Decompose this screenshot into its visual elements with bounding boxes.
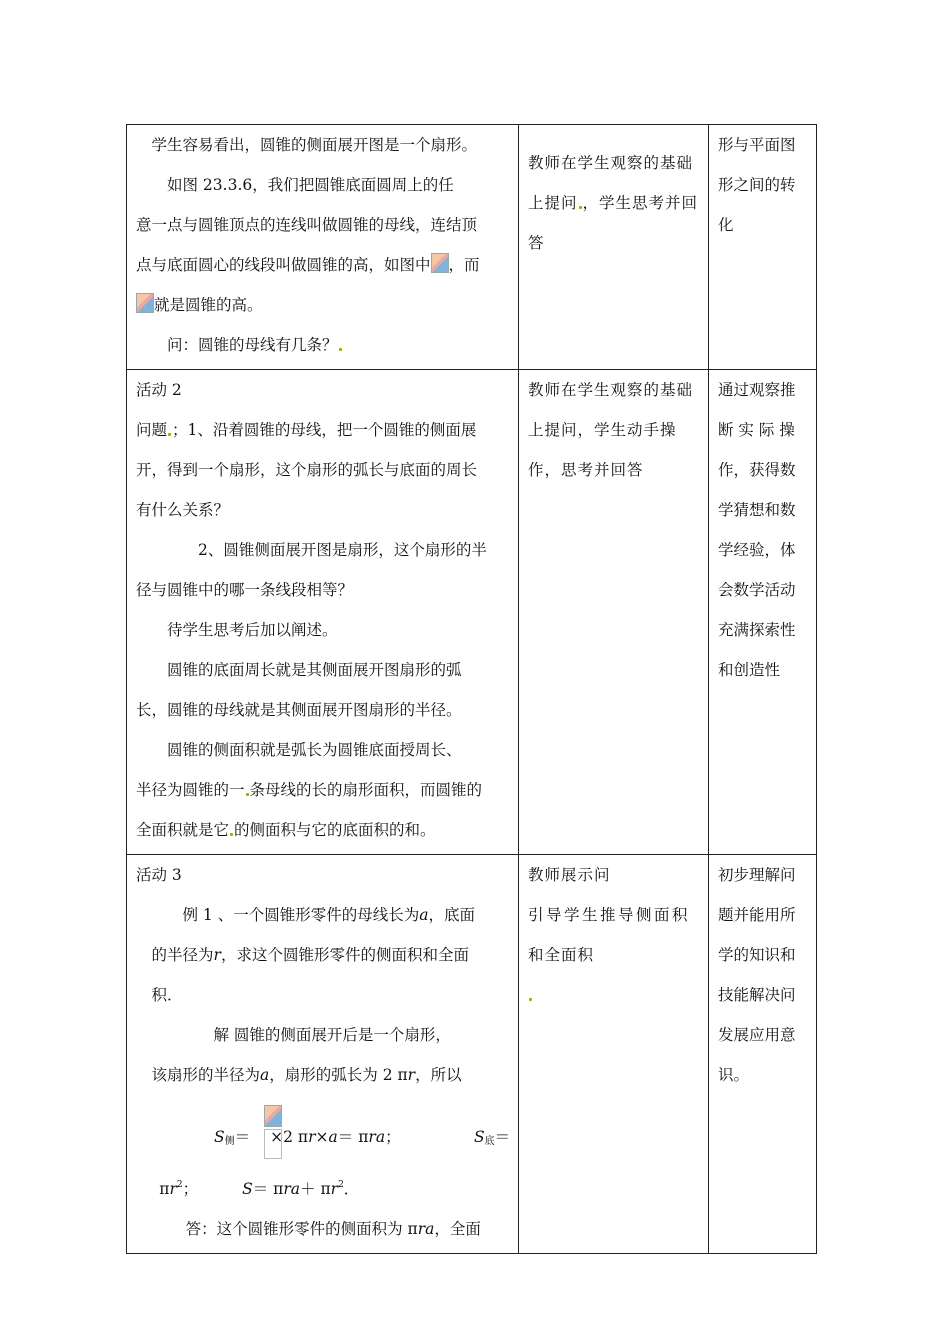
lesson-plan-table bbox=[126, 124, 817, 1254]
text-line bbox=[136, 1165, 510, 1209]
mark-icon bbox=[339, 348, 342, 351]
subscript: 侧 bbox=[224, 1136, 235, 1147]
text-line: 作，思考并回答 bbox=[528, 461, 644, 479]
text-span: ． bbox=[343, 1180, 360, 1198]
text-span: 上提问 bbox=[528, 194, 578, 212]
intent-cell bbox=[709, 855, 817, 1254]
mark-icon bbox=[529, 998, 532, 1001]
text-line: 教师展示问 bbox=[528, 866, 611, 884]
text-line: 技能解决问 bbox=[718, 986, 796, 1004]
content-cell bbox=[127, 370, 519, 855]
text-line: 通过观察推 bbox=[718, 381, 796, 399]
variable: S bbox=[474, 1128, 485, 1146]
text-span: ，而 bbox=[448, 256, 480, 274]
text-span: ＋ π bbox=[300, 1180, 331, 1198]
text-line bbox=[136, 325, 510, 365]
text-line bbox=[136, 1209, 510, 1249]
text-line: 径与圆锥中的哪一条线段相等？ bbox=[136, 581, 354, 599]
text-line: 如图 23.3.6，我们把圆锥底面圆周上的任 bbox=[167, 176, 454, 194]
text-span: 的侧面积与它的底面积的和。 bbox=[234, 821, 436, 839]
text-line: 教师在学生观察的基础 bbox=[528, 154, 694, 172]
text-line: 和全面积 bbox=[528, 946, 595, 964]
text-line: 问题 ；1、沿着圆锥的母线，把一个圆锥的侧面展 bbox=[136, 421, 477, 439]
table-row bbox=[127, 855, 817, 1254]
text-line: 题并能用所 bbox=[718, 906, 796, 924]
text-span: ，全面 bbox=[434, 1220, 481, 1238]
fraction bbox=[264, 1105, 282, 1159]
text-span: 该扇形的半径为 bbox=[151, 1066, 261, 1084]
text-span: 条母线的长的扇形面积，而圆锥的 bbox=[249, 781, 483, 799]
variable: a bbox=[328, 1128, 338, 1146]
text-span: ，求这个圆锥形零件的侧面积和全面 bbox=[220, 946, 469, 964]
image-placeholder-icon bbox=[264, 1105, 282, 1127]
text-line bbox=[528, 975, 700, 1015]
variable: r bbox=[169, 1180, 177, 1198]
text-line: 识。 bbox=[718, 1066, 750, 1084]
text-line: 断 实 际 操 bbox=[718, 421, 795, 439]
text-span: 答：这个圆锥形零件的侧面积为 π bbox=[185, 1220, 418, 1238]
mark-icon bbox=[246, 793, 249, 796]
text-line: 意一点与圆锥顶点的连线叫做圆锥的母线，连结顶 bbox=[136, 216, 478, 234]
text-line: 形与平面图 bbox=[718, 136, 796, 154]
text-span: ×2 π bbox=[270, 1128, 309, 1146]
text-line: 学经验，体 bbox=[718, 541, 796, 559]
text-span: 就是圆锥的高。 bbox=[154, 296, 263, 314]
variable: ra bbox=[283, 1180, 301, 1198]
text-line: 初步理解问 bbox=[718, 866, 796, 884]
text-line: 待学生思考后加以阐述。 bbox=[167, 621, 338, 639]
superscript: 2 bbox=[176, 1180, 183, 1190]
text-span: ，底面 bbox=[428, 906, 475, 924]
image-placeholder-icon bbox=[431, 253, 449, 273]
text-line: 学的知识和 bbox=[718, 946, 796, 964]
text-span: 例 1 、一个圆锥形零件的母线长为 bbox=[182, 906, 420, 924]
table-row bbox=[127, 125, 817, 370]
text-line bbox=[136, 895, 510, 935]
text-span: ＝ bbox=[234, 1128, 251, 1146]
variable: r bbox=[308, 1128, 316, 1146]
text-line: 开，得到一个扇形，这个扇形的弧长与底面的周长 bbox=[136, 461, 478, 479]
intent-cell bbox=[709, 125, 817, 370]
content-cell bbox=[127, 125, 519, 370]
text-span: ＝ π bbox=[337, 1128, 369, 1146]
subscript: 底 bbox=[484, 1136, 495, 1147]
text-line bbox=[528, 183, 700, 223]
formula-right bbox=[474, 1117, 510, 1162]
text-span: ，学生思考并回 bbox=[582, 194, 699, 212]
text-line: 教师在学生观察的基础 bbox=[528, 381, 694, 399]
table-row bbox=[127, 370, 817, 855]
variable: r bbox=[213, 946, 221, 964]
variable: ra bbox=[368, 1128, 386, 1146]
text-span: 问：圆锥的母线有几条？ bbox=[167, 336, 338, 354]
variable: r bbox=[330, 1180, 339, 1198]
text-line: 有什么关系？ bbox=[136, 501, 230, 519]
text-span: ＝ π bbox=[252, 1180, 284, 1198]
denominator-box bbox=[264, 1129, 282, 1159]
mark-icon bbox=[579, 206, 582, 209]
text-span: ，扇形的弧长为 2 π bbox=[269, 1066, 408, 1084]
text-span: 半径为圆锥的一 bbox=[136, 781, 245, 799]
text-line: 学猜想和数 bbox=[718, 501, 796, 519]
text-line: 圆锥的底面周长就是其侧面展开图扇形的弧 bbox=[167, 661, 462, 679]
text-line: 引导学生推导侧面积 bbox=[528, 906, 691, 924]
variable: ra bbox=[417, 1220, 435, 1238]
text-line bbox=[136, 245, 510, 285]
teacher-activity-cell bbox=[519, 125, 709, 370]
text-line: 解 圆锥的侧面展开后是一个扇形， bbox=[213, 1026, 451, 1044]
text-line bbox=[136, 810, 510, 850]
text-line: 答 bbox=[528, 234, 545, 252]
image-placeholder-icon bbox=[136, 293, 154, 313]
text-span: π bbox=[159, 1180, 170, 1198]
text-line: 活动 3 bbox=[136, 866, 182, 884]
text-span: 的半径为 bbox=[151, 946, 214, 964]
text-line bbox=[136, 770, 510, 810]
text-line: 圆锥的侧面积就是弧长为圆锥底面授周长、 bbox=[167, 741, 462, 759]
teacher-activity-cell bbox=[519, 855, 709, 1254]
content-cell bbox=[127, 855, 519, 1254]
superscript: 2 bbox=[338, 1180, 344, 1190]
variable: a bbox=[419, 906, 429, 924]
variable: r bbox=[407, 1066, 416, 1084]
text-line bbox=[136, 1055, 510, 1095]
text-line: 会数学活动 bbox=[718, 581, 796, 599]
text-line: 充满探索性 bbox=[718, 621, 796, 639]
text-span: 点与底面圆心的线段叫做圆锥的高，如图中 bbox=[136, 256, 431, 274]
formula-line bbox=[136, 1095, 510, 1165]
text-line: 上提问，学生动手操 bbox=[528, 421, 677, 439]
text-line bbox=[136, 935, 510, 975]
variable: S bbox=[242, 1180, 253, 1198]
text-line: 作，获得数 bbox=[718, 461, 796, 479]
text-span: 问题 bbox=[136, 421, 168, 439]
text-span: ； bbox=[385, 1128, 401, 1146]
text-line: 发展应用意 bbox=[718, 1026, 796, 1044]
text-line: 化 bbox=[718, 216, 734, 234]
variable: S bbox=[214, 1128, 225, 1146]
text-span: 全面积就是它 bbox=[136, 821, 230, 839]
variable: a bbox=[260, 1066, 270, 1084]
text-span: ； bbox=[182, 1180, 199, 1198]
mark-icon bbox=[230, 833, 233, 836]
text-span: ，所以 bbox=[415, 1066, 462, 1084]
text-line: 和创造性 bbox=[718, 661, 781, 679]
text-line: 形之间的转 bbox=[718, 176, 796, 194]
text-line: 学生容易看出，圆锥的侧面展开图是一个扇形。 bbox=[151, 136, 478, 154]
mark-icon bbox=[168, 433, 171, 436]
text-line bbox=[136, 285, 510, 325]
text-line: 2、圆锥侧面展开图是扇形，这个扇形的半 bbox=[198, 541, 487, 559]
text-span: ＝ bbox=[494, 1128, 511, 1146]
teacher-activity-cell bbox=[519, 370, 709, 855]
text-line: 活动 2 bbox=[136, 381, 182, 399]
formula-left bbox=[214, 1117, 401, 1162]
text-span: 1、沿着圆锥的母线，把一个圆锥的侧面展 bbox=[187, 421, 477, 439]
text-line: 长，圆锥的母线就是其侧面展开图扇形的半径。 bbox=[136, 701, 462, 719]
text-line: 积． bbox=[151, 986, 183, 1004]
intent-cell bbox=[709, 370, 817, 855]
text-span: × bbox=[315, 1128, 329, 1146]
